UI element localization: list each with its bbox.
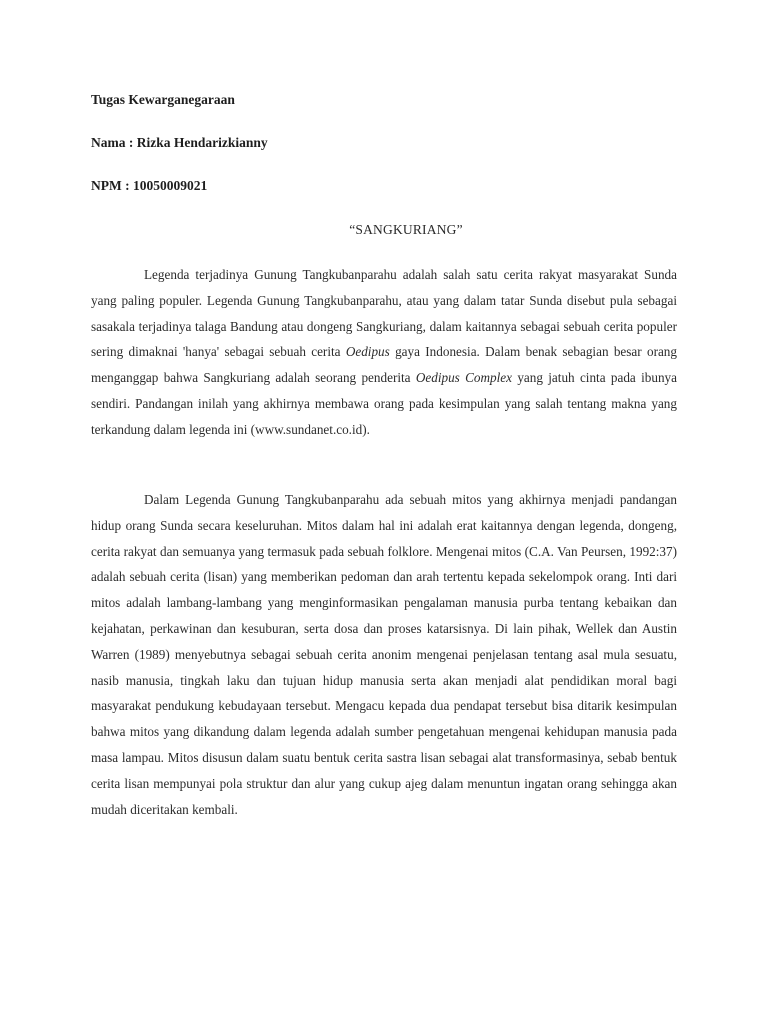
student-npm: NPM : 10050009021: [91, 178, 208, 193]
paragraph-1-text-a: Legenda terjadinya Gunung Tangkubanparahu adalah salah satu cerita rakyat masyarakat Sunda yang paling populer. Legenda Gunung Tangkubanparahu, atau yang dalam tatar Sunda disebut pula sebagai sasakala terjadinya talaga Bandung atau dongeng Sangkuriang, dalam kaitannya sebagai sebuah cerita populer sering dimaknai 'hanya' sebagai sebuah cerita: [91, 267, 677, 360]
paragraph-1-italic-oedipus: Oedipus: [345, 344, 390, 360]
paragraph-1-text-c: yang jatuh cinta pada ibunya sendiri. Pandangan inilah yang akhirnya membawa orang pada kesimpulan yang salah tentang makna yang terkandung dalam legenda ini (www.sundanet.co.id).: [91, 370, 677, 437]
paragraph-2: Dalam Legenda Gunung Tangkubanparahu ada sebuah mitos yang akhirnya menjadi pandangan hidup orang Sunda secara keseluruhan. Mitos dalam hal ini adalah erat kaitannya dengan legenda, dongeng, cerita rakyat dan semuanya yang termasuk pada sebuah folklore. Mengenai mitos (C.A. Van Peursen, 1992:37) adalah sebuah cerita (lisan) yang memberikan pedoman dan arah tertentu kepada sekelompok orang. Inti dari mitos adalah lambang-lambang yang menginformasikan pengalaman manusia purba tentang kebaikan dan kejahatan, perkawinan dan kesuburan, serta dosa dan proses katarsisnya. Di lain pihak, Wellek dan Austin Warren (1989) menyebutnya sebagai sebuah cerita anonim mengenai penjelasan tentang asal mula sesuatu, nasib manusia, tingkah laku dan tujuan hidup manusia serta akan menjadi alat pendidikan moral bagi masyarakat pendukung kebudayaan tersebut. Mengacu kepada dua pendapat tersebut bisa ditarik kesimpulan bahwa mitos yang dikandung dalam legenda adalah sumber pengetahuan mengenai kehidupan manusia pada masa lampau. Mitos disusun dalam suatu bentuk cerita sastra lisan sebagai alat transformasinya, sebab bentuk cerita lisan mempunyai pola struktur dan alur yang cukup ajeg dalam menuntun ingatan orang sehingga akan mudah diceritakan kembali.: [91, 492, 677, 817]
paragraph-1-italic-oedipus-complex: Oedipus Complex: [415, 370, 512, 386]
assignment-subject: Tugas Kewarganegaraan: [91, 92, 235, 107]
document-title: “SANGKURIANG”: [349, 222, 463, 237]
paragraph-1: [91, 262, 677, 443]
paragraph-1-text-b: gaya Indonesia. Dalam benak sebagian besar orang menganggap bahwa Sangkuriang adalah seorang penderita: [91, 344, 677, 386]
student-name: Nama : Rizka Hendarizkianny: [91, 135, 268, 150]
